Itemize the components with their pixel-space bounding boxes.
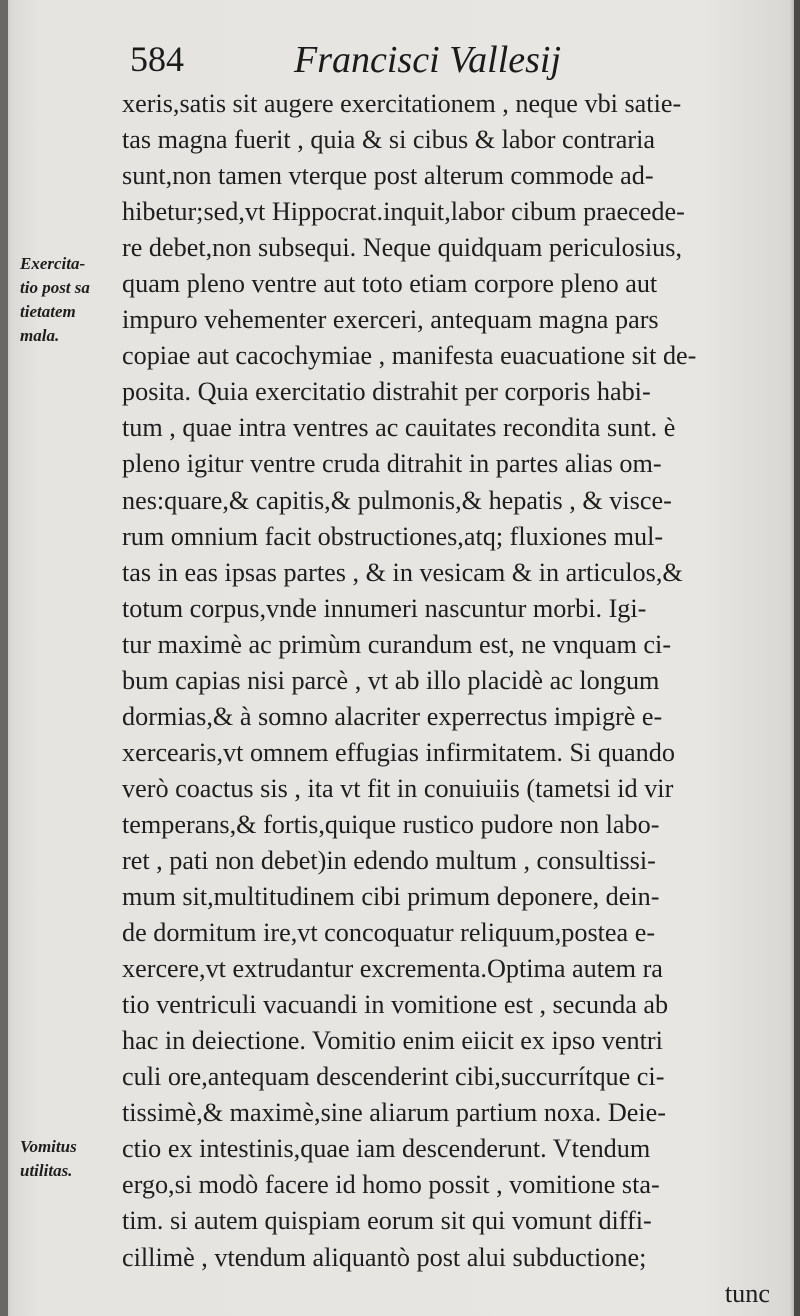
text-line: ergo,si modò facere id homo possit , vomitione sta- [122,1170,660,1200]
text-line: culi ore,antequam descenderint cibi,succurrítque ci- [122,1062,665,1092]
margin-note-line: utilitas. [20,1161,73,1180]
text-line: xercearis,vt omnem effugias infirmitatem. Si quando [122,737,675,767]
text-line: hibetur;sed,vt Hippocrat.inquit,labor cibum praecede- [122,197,685,227]
text-line: cillimè , vtendum aliquantò post alui subductione; [122,1242,647,1272]
text-line: impuro vehementer exerceri, antequam magna pars [122,305,659,335]
text-line: re debet,non subsequi. Neque quidquam periculosius, [122,233,683,263]
text-line: tio ventriculi vacuandi in vomitione est , secunda ab [122,990,669,1020]
margin-note-vomitus [20,1135,125,1183]
text-line: xeris,satis sit augere exercitationem , neque vbi satie- [122,89,682,118]
text-line: tum , quae intra ventres ac cauitates recondita sunt. è [122,413,676,443]
text-line: tur maximè ac primùm curandum est, ne vnquam ci- [122,629,672,659]
body-text [122,86,770,1312]
text-line: temperans,& fortis,quique rustico pudore non labo- [122,809,660,839]
text-line: bum capias nisi parcè , vt ab illo placidè ac longum [122,665,660,695]
page-edge [794,0,800,1316]
text-line: mum sit,multitudinem cibi primum deponere, dein- [122,882,660,912]
running-head: Francisci Vallesij [294,39,562,81]
text-line: pleno igitur ventre cruda ditrahit in partes alias om- [122,449,662,479]
text-line: tas in eas ipsas partes , & in vesicam & in articulos,& [122,557,683,587]
text-line: tissimè,& maximè,sine aliarum partium noxa. Deie- [122,1098,666,1128]
margin-note-line: Vomitus [20,1137,77,1156]
catchword: tunc [724,1278,770,1308]
text-line: sunt,non tamen vterque post alterum commode ad- [122,161,654,191]
book-spine-shadow [0,0,8,1316]
text-line: tim. si autem quispiam eorum sit qui vomunt diffi- [122,1206,652,1236]
text-line: totum corpus,vnde innumeri nascuntur morbi. Igi- [122,593,647,623]
text-line: verò coactus sis , ita vt fit in conuiuiis (tametsi id vir [122,773,674,803]
margin-note-line: tio post sa [20,278,90,297]
margin-note-line: Exercita- [20,254,86,273]
margin-note-line: mala. [20,326,60,345]
text-line: dormias,& à somno alacriter experrectus impigrè e- [122,701,663,731]
text-line: rum omnium facit obstructiones,atq; fluxiones mul- [122,521,664,551]
margin-note-exercitatio [20,252,125,348]
text-line: de dormitum ire,vt concoquatur reliquum,postea e- [122,918,656,948]
page-header [124,38,764,88]
text-line: posita. Quia exercitatio distrahit per corporis habi- [122,377,651,407]
text-line: tas magna fuerit , quia & si cibus & labor contraria [122,125,656,155]
text-line: nes:quare,& capitis,& pulmonis,& hepatis , & visce- [122,485,672,515]
text-line: xercere,vt extrudantur excrementa.Optima autem ra [122,954,663,984]
margin-note-line: tietatem [20,302,76,321]
page-number: 584 [130,39,184,79]
text-line: quam pleno ventre aut toto etiam corpore pleno aut [122,269,658,299]
text-line: copiae aut cacochymiae , manifesta euacuatione sit de- [122,341,697,371]
text-line: ctio ex intestinis,quae iam descenderunt. Vtendum [122,1134,651,1164]
text-line: ret , pati non debet)in edendo multum , consultissi- [122,845,656,875]
text-line: hac in deiectione. Vomitio enim eiicit ex ipso ventri [122,1026,663,1056]
